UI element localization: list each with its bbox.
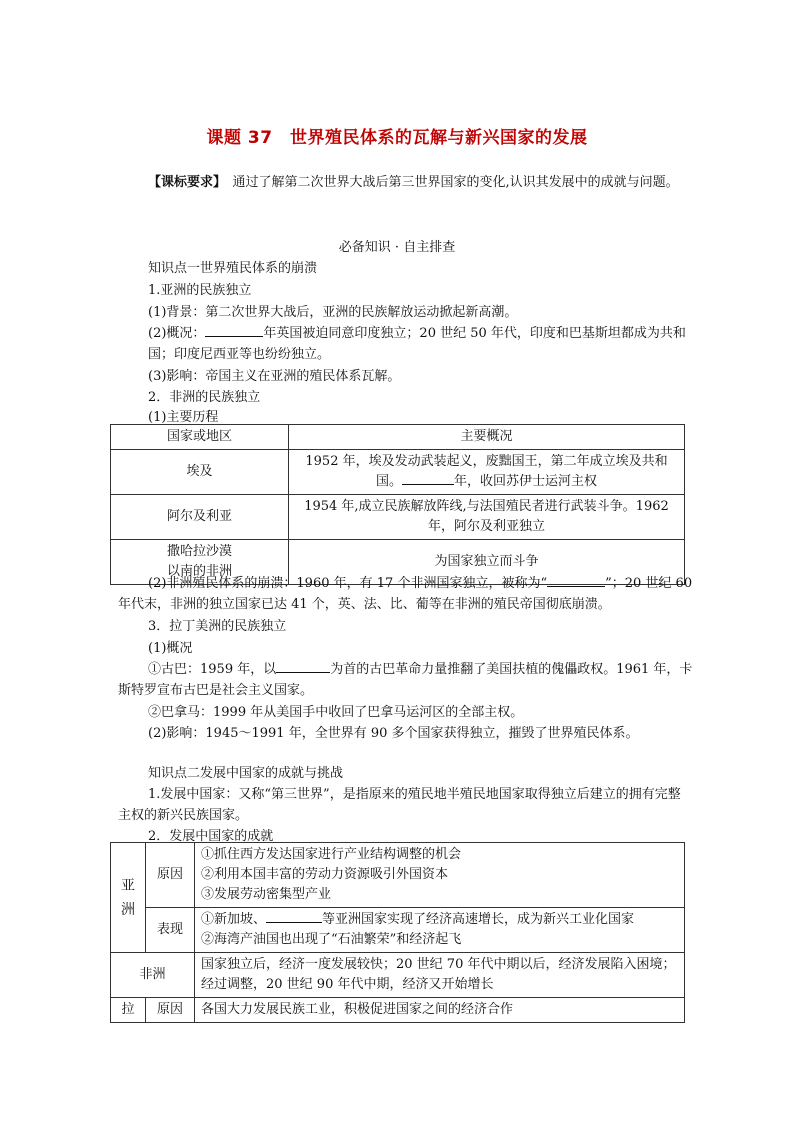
table-row bbox=[111, 953, 685, 998]
table-row bbox=[111, 998, 685, 1023]
table-header: 国家或地区 bbox=[111, 425, 289, 450]
perf-text: ①新加坡、 bbox=[201, 912, 267, 927]
achievement-table bbox=[110, 842, 685, 1023]
table-cell: 亚洲 bbox=[111, 843, 146, 953]
requirement-text: 通过了解第二次世界大战后第三世界国家的变化,认识其发展中的成就与问题。 bbox=[219, 175, 679, 190]
overview-text: 年英国被迫同意印度独立；20 世纪 50 年代，印度和巴基斯坦都成为共和国；印度尼西亚等也纷纷独立。 bbox=[148, 326, 686, 362]
asia-cause-1: ①抓住西方发达国家进行产业结构调整的机会 bbox=[201, 847, 462, 862]
africa-table bbox=[110, 424, 685, 585]
africa-title: 2．非洲的民族独立 bbox=[148, 390, 261, 405]
fill-blank bbox=[266, 910, 322, 923]
curriculum-requirement bbox=[148, 171, 698, 194]
panama-item: ②巴拿马：1999 年从美国手中收回了巴拿马运河区的全部主权。 bbox=[148, 705, 524, 720]
table-cell: 各国大力发展民族工业，积极促进国家之间的经济合作 bbox=[195, 998, 685, 1023]
asia-cause-3: ③发展劳动密集型产业 bbox=[201, 887, 332, 902]
africa-course: (1)主要历程 bbox=[148, 410, 219, 425]
egypt-text-2: 年，收回苏伊士运河主权 bbox=[454, 474, 598, 489]
table-cell: 原因 bbox=[146, 843, 195, 908]
table-cell: 阿尔及利亚 bbox=[111, 495, 289, 540]
table-row bbox=[111, 495, 685, 540]
subsahara-line-1: 撒哈拉沙漠 bbox=[166, 544, 232, 559]
table-cell: 埃及 bbox=[111, 450, 289, 495]
asia-cause-2: ②利用本国丰富的劳动力资源吸引外国资本 bbox=[201, 867, 449, 882]
cuba-text: ①古巴：1959 年，以 bbox=[148, 662, 277, 677]
subsahara-line-2: 以南的非洲 bbox=[166, 564, 232, 579]
achieve-title: 2．发展中国家的成就 bbox=[148, 829, 274, 844]
table-cell: 国家独立后，经济一度发展较快；20 世纪 70 年代中期以后，经济发展陷入困境；经过调整，20 世纪 90 年代中期，经济又开始增长 bbox=[195, 953, 685, 998]
developing-definition: 1.发展中国家：又称“第三世界”，是指原来的殖民地半殖民地国家取得独立后建立的拥有完整主权的新兴民族国家。 bbox=[118, 787, 681, 823]
table-cell: 表现 bbox=[146, 908, 195, 953]
overview-prefix: (2)概况： bbox=[148, 326, 206, 341]
table-cell: 拉 bbox=[111, 998, 146, 1023]
cuba-item bbox=[118, 659, 693, 701]
page-title: 课题 37 世界殖民体系的瓦解与新兴国家的发展 bbox=[206, 128, 588, 148]
requirement-tag: 【课标要求】 bbox=[148, 175, 220, 190]
cuba-text-2: 为首的古巴革命力量推翻了美国扶植的傀儡政权。1961 年，卡斯特罗宣布古巴是社会主义国家。 bbox=[118, 662, 693, 698]
africa-collapse bbox=[118, 573, 693, 615]
fill-blank bbox=[276, 660, 330, 673]
latin-overview: (1)概况 bbox=[148, 641, 193, 656]
section-title: 必备知识 · 自主排查 bbox=[338, 240, 456, 255]
table-cell: 原因 bbox=[146, 998, 195, 1023]
table-cell: 非洲 bbox=[111, 953, 195, 998]
asia-overview bbox=[148, 323, 693, 365]
latin-impact: (2)影响：1945～1991 年，全世界有 90 多个国家获得独立，摧毁了世界殖民体系。 bbox=[148, 726, 639, 741]
asia-title: 1.亚洲的民族独立 bbox=[148, 283, 252, 298]
table-cell bbox=[289, 450, 685, 495]
asia-background: (1)背景：第二次世界大战后，亚洲的民族解放运动掀起新高潮。 bbox=[148, 305, 518, 320]
table-row bbox=[111, 450, 685, 495]
asia-performance-1 bbox=[201, 910, 678, 930]
table-cell: 1954 年,成立民族解放阵线,与法国殖民者进行武装斗争。1962 年，阿尔及利亚独立 bbox=[289, 495, 685, 540]
asia-impact: (3)影响：帝国主义在亚洲的殖民体系瓦解。 bbox=[148, 369, 401, 384]
fill-blank bbox=[205, 324, 263, 337]
table-header: 主要概况 bbox=[289, 425, 685, 450]
asia-performance-2: ②海湾产油国也出现了“石油繁荣”和经济起飞 bbox=[201, 932, 462, 947]
table-cell: 为国家独立而斗争 bbox=[289, 540, 685, 585]
table-cell bbox=[195, 843, 685, 908]
egypt-text: 1952 年，埃及发动武装起义，废黜国王，第二年成立埃及共和国。 bbox=[305, 454, 668, 489]
fill-blank bbox=[402, 472, 454, 485]
latin-title: 3．拉丁美洲的民族独立 bbox=[148, 619, 287, 634]
collapse-text: (2)非洲殖民体系的崩溃：1960 年，有 17 个非洲国家独立，被称为“ bbox=[148, 576, 548, 591]
table-row bbox=[111, 843, 685, 908]
fill-blank bbox=[547, 574, 605, 587]
collapse-text-2: ”；20 世纪 60 年代末，非洲的独立国家已达 41 个，英、法、比、葡等在非洲的殖民帝国彻底崩溃。 bbox=[118, 576, 693, 612]
kp1-title: 知识点一世界殖民体系的崩溃 bbox=[148, 261, 318, 276]
perf-text-2: 等亚洲国家实现了经济高速增长，成为新兴工业化国家 bbox=[322, 912, 635, 927]
kp2-title: 知识点二发展中国家的成就与挑战 bbox=[148, 766, 344, 781]
table-row bbox=[111, 908, 685, 953]
table-cell bbox=[195, 908, 685, 953]
